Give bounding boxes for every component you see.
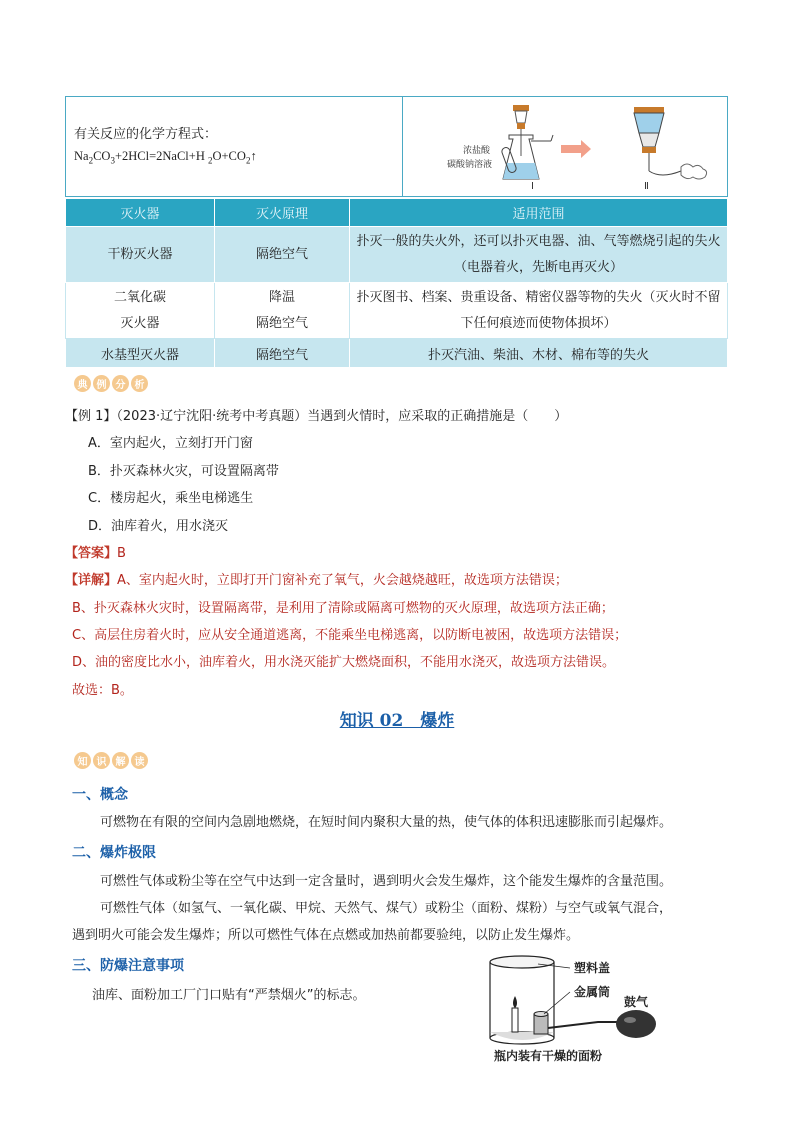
apparatus-label-2: Ⅱ (644, 181, 649, 192)
answer-line: 【答案】B (65, 546, 126, 561)
paragraph-mixture-2: 遇到明火可能会发生爆炸；所以可燃性气体在点燃或加热前都要验纯，以防止发生爆炸。 (72, 928, 580, 943)
table-row (66, 283, 728, 339)
example-analysis-badge: 典 例 分 析 (74, 375, 148, 392)
paragraph-precautions: 油库、面粉加工厂门口贴有“严禁烟火”的标志。 (92, 988, 366, 1003)
header-scope: 适用范围 (350, 199, 728, 227)
header-extinguisher: 灭火器 (66, 199, 215, 227)
cell-principle: 隔绝空气 (215, 339, 350, 368)
table-row (66, 339, 728, 368)
heading-explosion-limit: 二、爆炸极限 (72, 845, 156, 861)
heading-concept: 一、概念 (72, 787, 128, 803)
blow-label: 鼓气 (624, 995, 649, 1009)
example-question: 【例 1】（2023·辽宁沈阳·统考中考真题）当遇到火情时，应采取的正确措施是（ ） (65, 409, 568, 424)
reaction-apparatus-figure (441, 101, 731, 193)
paragraph-mixture-1: 可燃性气体（如氢气、一氧化碳、甲烷、天然气、煤气）或粉尘（面粉、煤粉）与空气或氧气混合， (100, 901, 673, 916)
can-label: 金属筒 (574, 985, 611, 999)
header-principle: 灭火原理 (215, 199, 350, 227)
knowledge-badge: 知 识 解 读 (74, 752, 148, 769)
cell-name: 二氧化碳 灭火器 (66, 283, 215, 339)
table-row (66, 227, 728, 283)
cell-scope: 扑灭图书、档案、贵重设备、精密仪器等物的失火（灭火时不留 下任何痕迹而使物体损坏） (350, 283, 728, 339)
detail-line-c: C、高层住房着火时，应从安全通道逃离，不能乘坐电梯逃离，以防断电被困，故选项方法错误； (72, 628, 628, 643)
option-b: B．扑灭森林火灾，可设置隔离带 (88, 464, 279, 479)
heading-precautions: 三、防爆注意事项 (72, 958, 184, 974)
paragraph-concept: 可燃物在有限的空间内急剧地燃烧，在短时间内聚积大量的热，使气体的体积迅速膨胀而引起爆炸。 (100, 815, 673, 830)
apparatus-label-1: I (531, 181, 534, 192)
section-title: 知识 02 爆炸 (339, 711, 455, 731)
table-divider (402, 97, 403, 196)
solution-label: 碳酸钠溶液 (447, 160, 493, 170)
chemical-equation: $Na_2CO_3+2HCl=2NaCl+H$ $_2O+CO_2↑$ (74, 149, 257, 166)
cell-name: 干粉灭火器 (66, 227, 215, 283)
cell-scope: 扑灭汽油、柴油、木材、棉布等的失火 (350, 339, 728, 368)
detail-conclusion: 故选：B。 (72, 683, 133, 698)
option-a: A．室内起火，立刻打开门窗 (88, 436, 253, 451)
dust-explosion-figure (478, 952, 678, 1068)
cell-principle: 降温 隔绝空气 (215, 283, 350, 339)
option-c: C．楼房起火，乘坐电梯逃生 (88, 491, 254, 506)
cell-scope: 扑灭一般的失火外，还可以扑灭电器、油、气等燃烧引起的失火 （电器着火，先断电再灭火） (350, 227, 728, 283)
extinguisher-table (65, 198, 728, 368)
figure-caption: 瓶内装有干燥的面粉 (494, 1049, 603, 1063)
acid-label: 浓盐酸 (463, 146, 491, 156)
paragraph-limit: 可燃性气体或粉尘等在空气中达到一定含量时，遇到明火会发生爆炸，这个能发生爆炸的含量范围。 (100, 874, 673, 889)
cell-principle: 隔绝空气 (215, 227, 350, 283)
detail-line-d: D、油的密度比水小，油库着火，用水浇灭能扩大燃烧面积，不能用水浇灭，故选项方法错误。 (72, 655, 616, 670)
reaction-table (65, 96, 728, 197)
detail-line-a: 【详解】A、室内起火时，立即打开门窗补充了氧气，火会越烧越旺，故选项方法错误； (65, 573, 568, 588)
detail-line-b: B、扑灭森林火灾时，设置隔离带，是利用了清除或隔离可燃物的灭火原理，故选项方法正确； (72, 601, 614, 616)
option-d: D．油库着火，用水浇灭 (88, 519, 229, 534)
cell-name: 水基型灭火器 (66, 339, 215, 368)
lid-label: 塑料盖 (574, 961, 611, 975)
table-header-row (66, 199, 728, 227)
equation-intro: 有关反应的化学方程式： (74, 127, 218, 142)
